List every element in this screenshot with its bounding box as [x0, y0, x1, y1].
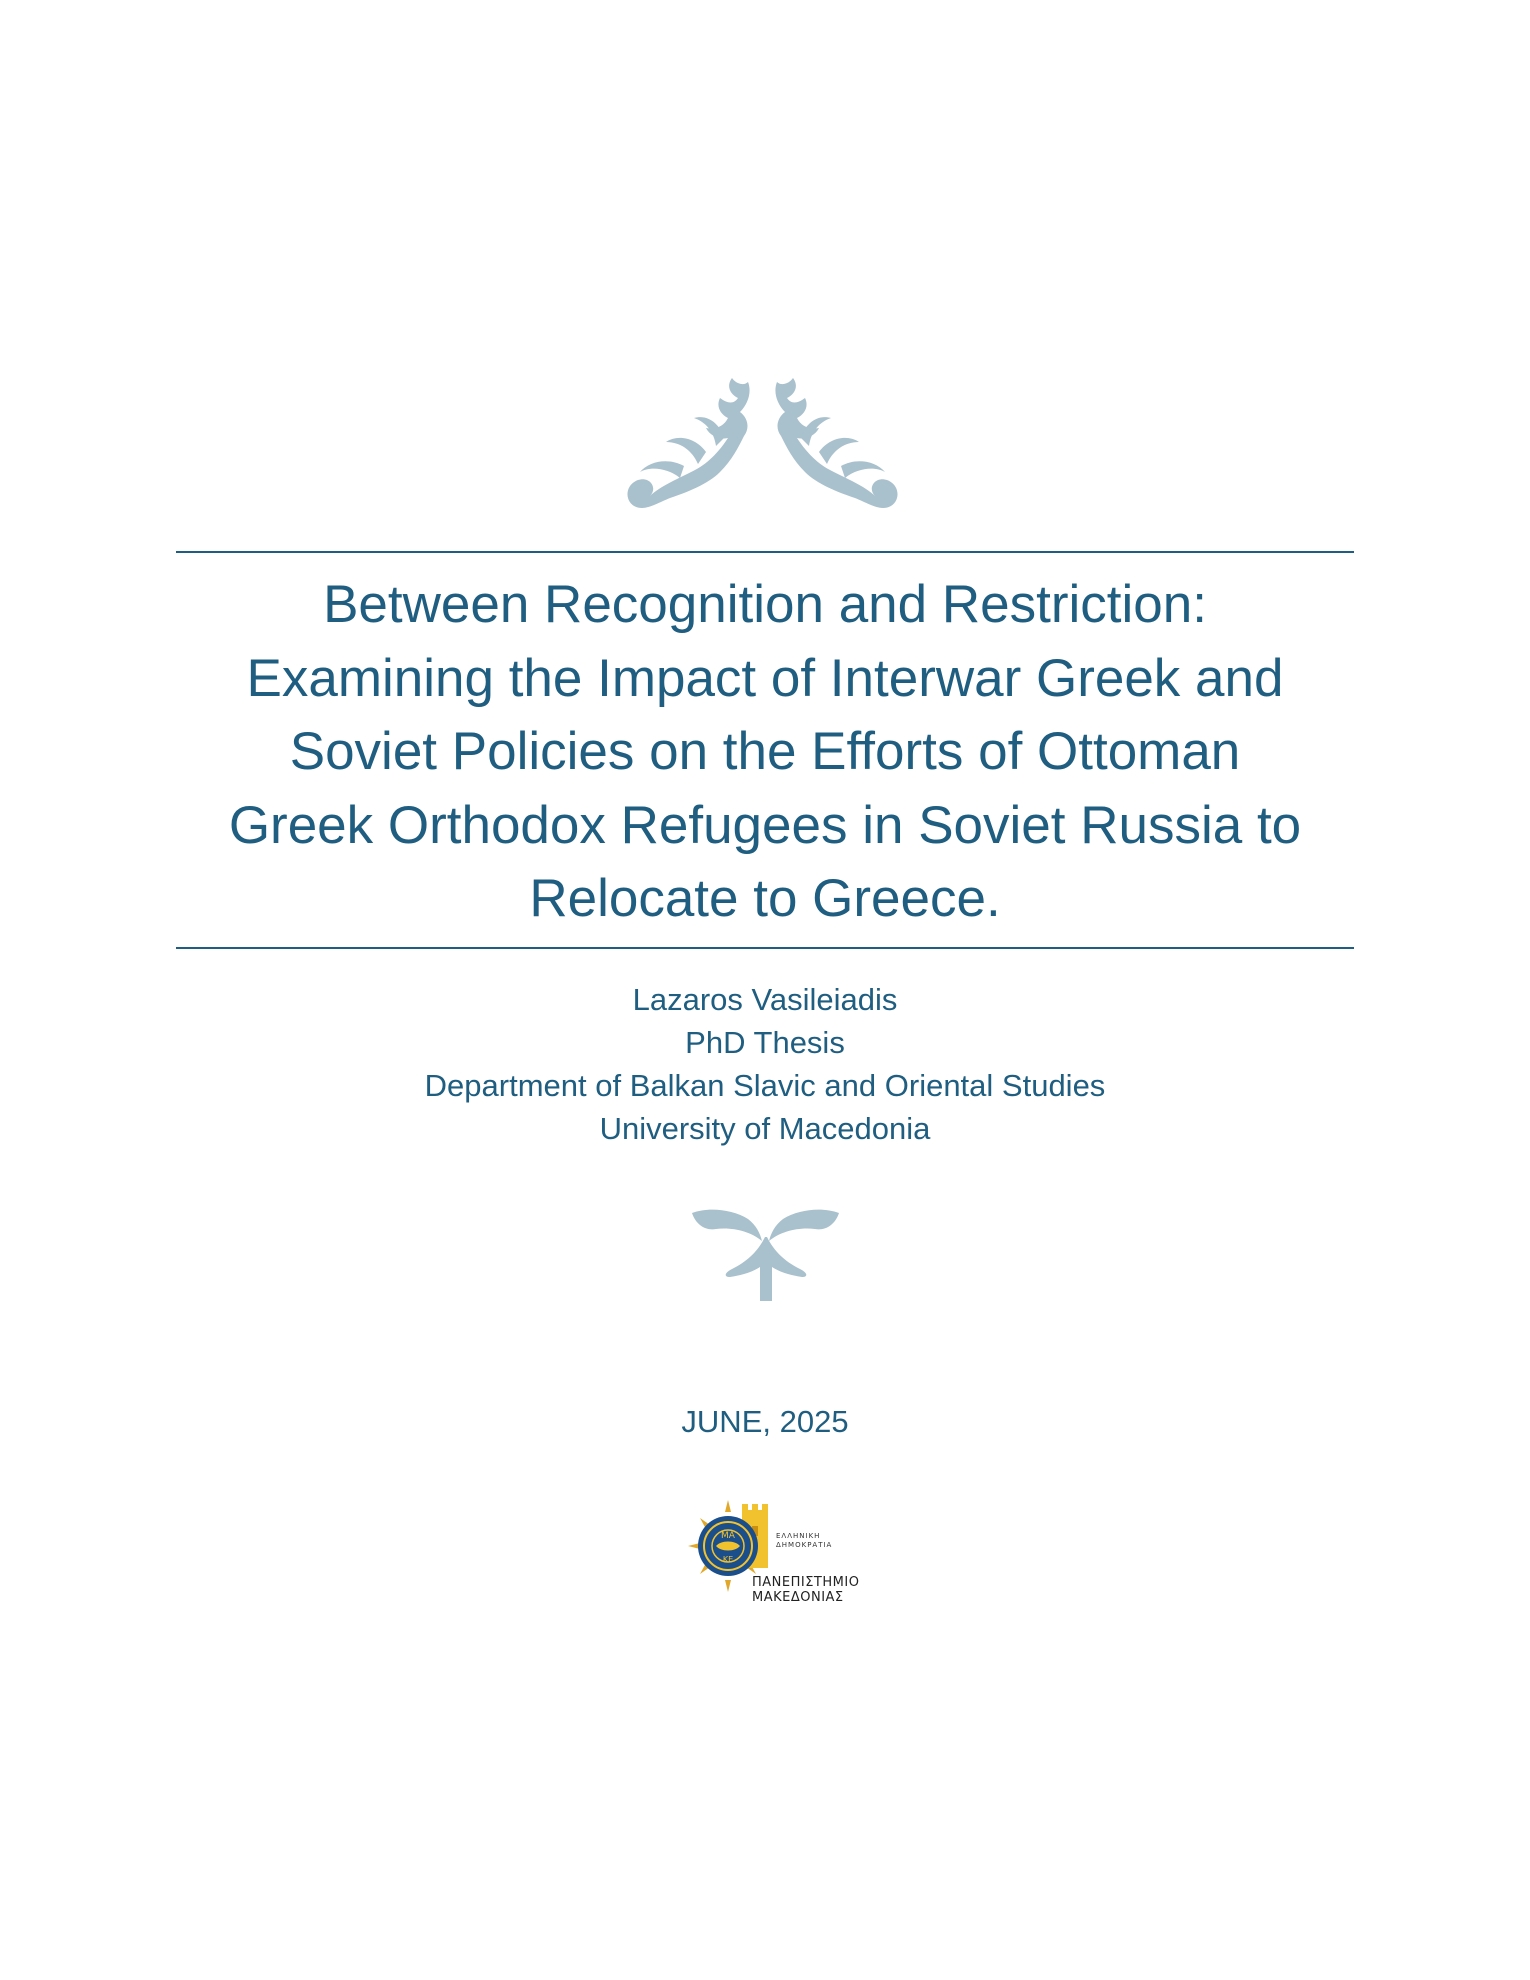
university-name: University of Macedonia — [599, 1111, 931, 1146]
svg-text:ΜΑ: ΜΑ — [721, 1531, 735, 1541]
title-line: Greek Orthodox Refugees in Soviet Russia to — [228, 795, 1302, 855]
svg-text:ΚΕ: ΚΕ — [722, 1555, 734, 1564]
title-bottom-divider — [176, 947, 1354, 949]
title-line: Soviet Policies on the Efforts of Ottoman — [289, 722, 1241, 781]
university-logo — [688, 1500, 863, 1605]
thesis-title — [150, 568, 1380, 936]
leaf-sprig-icon — [688, 1205, 843, 1305]
acanthus-ornament-icon — [620, 368, 905, 523]
title-top-divider — [176, 551, 1354, 553]
title-line: Relocate to Greece. — [529, 869, 1001, 928]
logo-name-text: ΠΑΝΕΠΙΣΤΗΜΙΟ ΜΑΚΕΔΟΝΙΑΣ — [752, 1575, 860, 1605]
thesis-meta — [0, 978, 1530, 1150]
department-name: Department of Balkan Slavic and Oriental Studies — [424, 1068, 1106, 1103]
logo-small-text: ΕΛΛΗΝΙΚΗ ΔΗΜΟΚΡΑΤΙΑ — [776, 1532, 833, 1549]
degree-label: PhD Thesis — [685, 1025, 845, 1060]
title-line: Examining the Impact of Interwar Greek and — [246, 648, 1284, 708]
submission-date: JUNE, 2025 — [681, 1404, 849, 1439]
title-line: Between Recognition and Restriction: — [323, 575, 1207, 634]
author-name: Lazaros Vasileiadis — [632, 982, 898, 1017]
